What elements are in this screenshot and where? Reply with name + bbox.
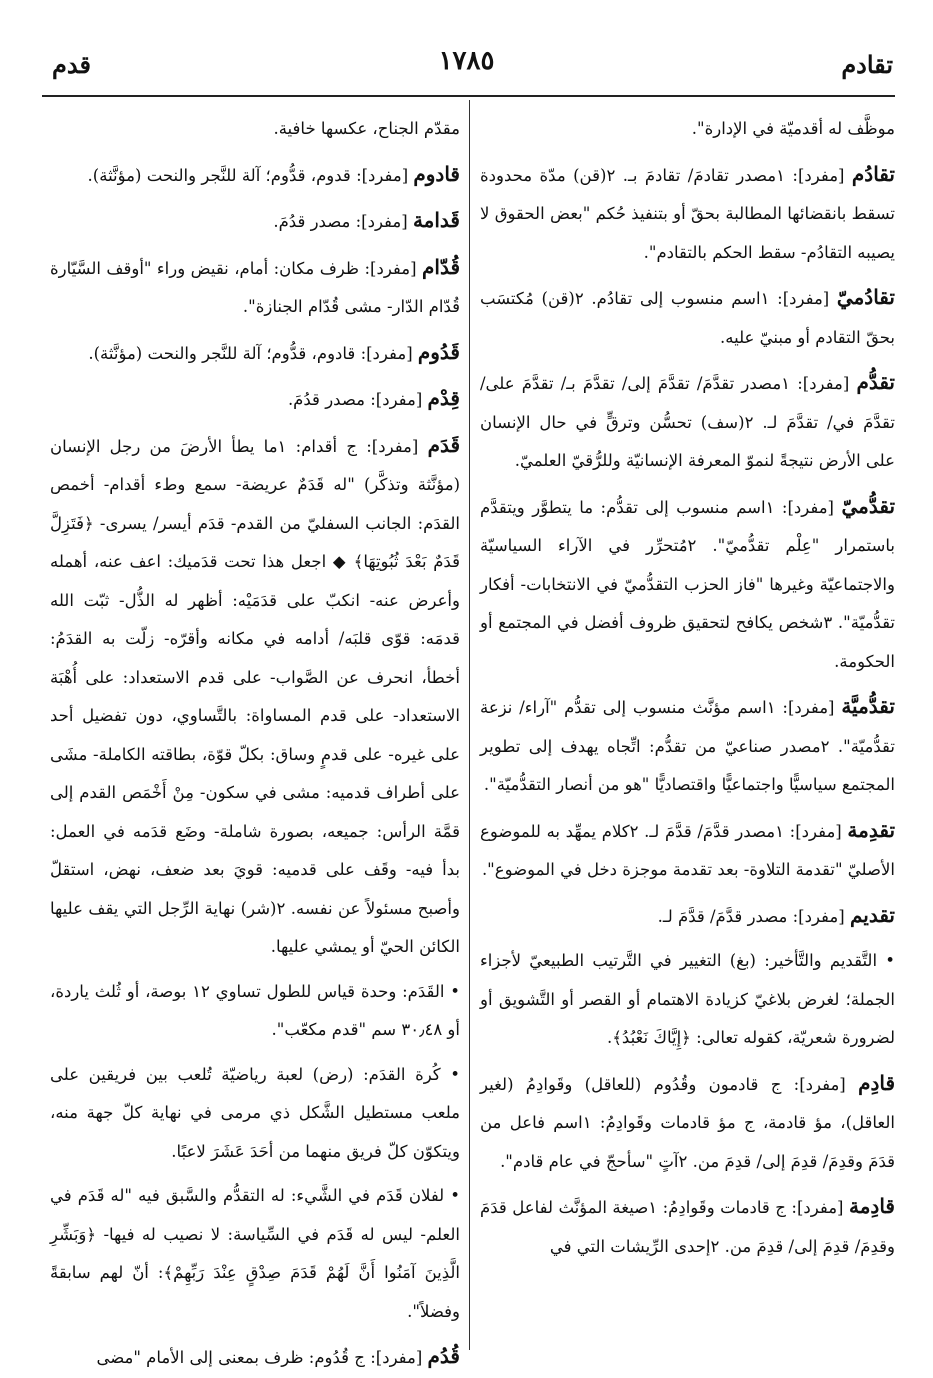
entry-definition: قادوم، قدُّوم؛ آلة للنَّجر والنحت (مؤنَّثة). — [88, 343, 356, 363]
entry-headword: قَدَم — [427, 432, 461, 457]
right-column — [480, 110, 895, 1355]
entry-definition: مقدّم الجناح، عكسها خافية. — [273, 119, 460, 138]
dictionary-entry — [50, 110, 460, 149]
entry-headword: تقدُّميّ — [841, 493, 896, 518]
entry-definition: موظَّف له أقدميّة في الإدارة". — [691, 119, 895, 138]
entry-headword: تقدُّم — [856, 370, 896, 394]
dictionary-entry — [50, 379, 460, 420]
column-divider — [469, 100, 470, 1350]
entry-headword: قادوم — [413, 161, 460, 186]
entry-pos: [مفرد]: — [797, 374, 850, 393]
entry-definition: ١مصدر تقدَّمَ/ تقدَّمَ إلى/ تقدَّمَ بـ/ تقدَّمَ على/ تقدَّمَ في/ تقدَّمَ لـ. ٢(سف) تحسُّن وترقٍّ في حال الإنسان على الأرض نتيجةً لنموّ المعرفة الإنسانيّة وللرُّقيّ العلميّ. — [480, 374, 895, 470]
entry-headword: قَدُوم — [417, 339, 460, 364]
entry-definition: ج قُدُوم: ظرف بمعنى إلى الأمام "مضى — [96, 1348, 365, 1367]
entry-definition: ١اسم مؤنَّث منسوب إلى تقدُّم "آراء/ نزعة تقدُّميّة". ٢مصدر صناعيّ من تقدُّم: اتِّجاه يهدف إلى تطوير المجتمع سياسيًّا واجتماعيًّا واقتصاديًّا "هو من أنصار التقدُّميّة". — [480, 698, 895, 794]
entry-definition: ظرف مكان: أمام، نقيض وراء "أوقف السَّيّارة قُدّام الدّار- مشى قُدّام الجنازة". — [50, 258, 460, 316]
dictionary-entry — [480, 1187, 895, 1266]
entry-pos: [مفرد]: — [792, 906, 845, 926]
dictionary-entry — [480, 811, 895, 890]
dictionary-entry — [50, 333, 460, 374]
entry-headword: تقديم — [849, 902, 895, 927]
left-column — [50, 110, 461, 1368]
dictionary-entry — [480, 363, 895, 481]
dictionary-entry — [50, 201, 460, 242]
dictionary-entry — [50, 1337, 460, 1378]
entry-pos: [مفرد]: — [355, 212, 408, 231]
entry-definition: قدوم، قدُّوم؛ آلة للنَّجر والنحت (مؤنَّثة). — [87, 165, 351, 185]
entry-pos: [مفرد]: — [782, 698, 835, 717]
entry-headword: تقادُميّ — [836, 285, 895, 309]
dictionary-entry — [50, 1056, 460, 1172]
page-number: ١٧٨٥ — [438, 46, 495, 76]
dictionary-entry — [50, 426, 460, 967]
entry-headword: قَدامة — [412, 208, 460, 232]
dictionary-entry — [50, 973, 460, 1050]
entry-pos: [مفرد]: — [370, 390, 423, 409]
entry-definition: ج قادمات وقَوادِمُ: ١صيغة المؤنَّث لفاعل قدَمَ وقدِمَ/ قدِمَ إلى/ قدِمَ من. ٢إحدى الرِّيشات التي في — [480, 1198, 895, 1256]
entry-pos: [مفرد]: — [791, 1198, 844, 1217]
entry-pos: [مفرد]: — [789, 821, 842, 841]
entry-headword: قُدّام — [422, 254, 460, 279]
dictionary-entry — [480, 110, 895, 149]
dictionary-entry — [480, 487, 895, 682]
header-rule — [42, 95, 895, 97]
entry-definition: • لفلان قَدَم في الشَّيء: له التقدُّم والسَّبق فيه "له قَدَم في العلم- ليس له قَدَم في السِّياسة: لا نصيب له فيها- ﴿وَبَشِّرِ الَّذِينَ آمَنُوا أَنَّ لَهُمْ قَدَمَ صِدْقٍ عِنْدَ رَبِّهِمْ﴾: أنّ لهم سابقةً وفضلاً". — [50, 1186, 460, 1321]
entry-pos: [مفرد]: — [781, 497, 834, 517]
entry-definition: ج أقدام: ١ما يطأ الأرضَ من رجل الإنسان (مؤنَّثة وتذكَّر) "له قَدَمٌ عريضة- سمع وطء أقدام- أخمص القدَم: الجانب السفليّ من القدم- قدَم أيسر/ يسرى- ﴿فَتَزِلَّ قَدَمٌ بَعْدَ ثُبُوتِهَا﴾ ◆ اجعل هذا تحت قدَميك: اعف عنه، أهمله وأعرض عنه- انكبّ على قدَمَيْه: أظهر له الذُّل- ثبّت الله قدمَه: قوّى قلبَه/ أدامه في مكانه وأقرّه- زلّت به القدَمُ: أخطأ، انحرف عن الصَّواب- على قدم الاستعداد: على أُهْبَة الاستعداد- على قدم المساواة: بالتَّساوي، دون تفضيل أحد على غيره- على قدمٍ وساق: بكلّ قوّة، بطاقته الكاملة- مشَى على أطراف قدميه: مشى في سكون- مِنْ أَخْمَص القدم إلى قمَّة الرأس: جميعه، بصورة شاملة- وضَع قدَمه في العمل: بدأ فيه- وقَف على قدميه: قويَ بعد ضعف، نهض، استقلّ وأصبح مسئولاً عن نفسه. ٢(شر) نهاية الرِّجل التي يقف عليها الكائن الحيّ أو يمشي عليها. — [50, 436, 460, 956]
entry-headword: تقادُم — [851, 161, 895, 186]
entry-definition: مصدر قدَّمَ/ قدَّمَ لـ. — [657, 906, 788, 926]
entry-pos: [مفرد]: — [364, 258, 417, 278]
entry-headword: قُدُم — [427, 1344, 460, 1368]
dictionary-entry — [50, 155, 460, 196]
entry-definition: مصدر قدُمَ. — [287, 390, 365, 409]
running-head-left: قدم — [52, 50, 91, 79]
dictionary-entry — [50, 1177, 460, 1331]
dictionary-entry — [480, 1064, 895, 1182]
entry-definition: ١اسم منسوب إلى تقادُم. ٢(قن) مُكتسَب بحقّ التقادم أو مبنيّ عليه. — [480, 289, 895, 347]
entry-pos: [مفرد]: — [793, 1074, 846, 1094]
entry-pos: [مفرد]: — [777, 289, 830, 308]
entry-pos: [مفرد]: — [370, 1348, 423, 1367]
entry-headword: قادِمة — [848, 1194, 895, 1218]
entry-headword: تقدِمة — [847, 817, 896, 842]
entry-definition: • القَدَم: وحدة قياس للطول تساوي ١٢ بوصة، أو ثُلث ياردة، أو ٣٠٫٤٨ سم "قدم مكعّب". — [50, 981, 460, 1039]
entry-headword: قِدْم — [427, 386, 460, 410]
entry-definition: ١اسم منسوب إلى تقدُّم: ما يتطوَّر ويتقدَّم باستمرار "عِلْم تقدُّميّ". ٢مُتحرِّر في الآراء السياسيّة والاجتماعيّة وغيرها "فاز الحزب التقدُّميّ في الانتخابات- أفكار تقدُّميّة". ٣شخص يكافح لتحقيق ظروف أفضل في المجتمع أو الحكومة. — [480, 497, 896, 671]
entry-definition: • كُرة القدَم: (رض) لعبة رياضيّة تُلعب بين فريقين على ملعب مستطيل الشَّكل ذي مرمى في نهاية كلّ جهة منه، ويتكوّن كلّ فريق منهما من أحَدَ عَشَرَ لاعبًا. — [50, 1064, 460, 1161]
running-head-right: تقادم — [841, 50, 893, 79]
entry-definition: ١مصدر تقادمَ/ تقادمَ بـ. ٢(قن) مدّة محدودة تسقط بانقضائها المطالبة بحقّ أو بتنفيذ حُكم "بعض الحقوق لا يصيبه التقادُم- سقط الحكم بالتقادم". — [480, 165, 895, 262]
entry-definition: ج قادمون وقُدُوم (للعاقل) وقَوادِمُ (لغير العاقل)، مؤ قادمة، ج مؤ قادمات وقَوادِمُ: ١اسم فاعل من قدَمَ وقدِمَ/ قدِمَ إلى/ قدِمَ من. ٢آتٍ "سأحجّ في عام قادم". — [480, 1074, 895, 1171]
dictionary-entry — [480, 278, 895, 357]
entry-pos: [مفرد]: — [360, 343, 413, 363]
dictionary-entry — [480, 687, 895, 805]
entry-definition: ١مصدر قدَّمَ/ قدَّمَ لـ. ٢كلام يمهِّد به للموضوع الأصليّ "تقدمة التلاوة- بعد تقدمة موجزة دخل في الموضوع". — [480, 821, 895, 879]
entry-definition: • التَّقديم والتَّأخير: (بغ) التغيير في التَّرتيب الطبيعيّ لأجزاء الجملة؛ لغرض بلاغيّ كزيادة الاهتمام أو القصر أو التَّشويق أو لضرورة شعريّة، كقوله تعالى: ﴿إِيَّاكَ نَعْبُدُ﴾. — [480, 951, 895, 1047]
dictionary-entry — [480, 896, 895, 937]
dictionary-entry — [50, 248, 460, 327]
entry-pos: [مفرد]: — [366, 436, 419, 456]
entry-headword: تقدُّميَّة — [841, 694, 895, 718]
entry-pos: [مفرد]: — [356, 165, 409, 185]
entry-headword: قادِم — [858, 1070, 896, 1095]
dictionary-entry — [480, 155, 895, 273]
entry-pos: [مفرد]: — [792, 165, 845, 185]
entry-definition: مصدر قدُمَ. — [273, 212, 351, 231]
dictionary-entry — [480, 942, 895, 1058]
